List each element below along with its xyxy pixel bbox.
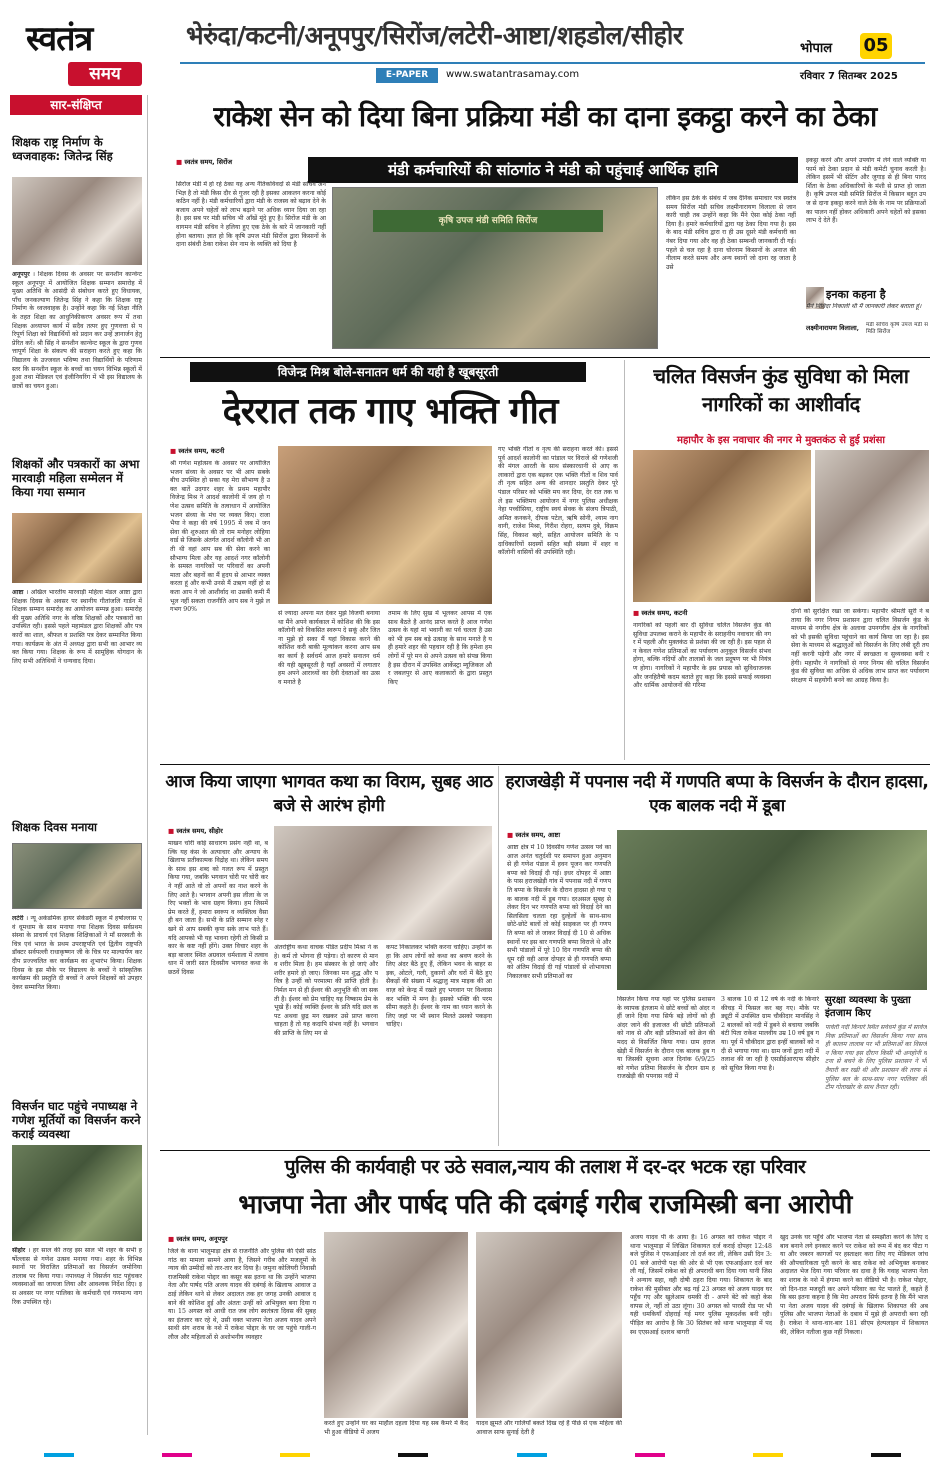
sidebar-item-head: विसर्जन घाट पहुंचे नपाध्यक्ष ने गणेश मूर्तियों का विसर्जन करने कराई व्यवस्था bbox=[12, 1099, 141, 1141]
website-link[interactable]: www.swatantrasamay.com bbox=[446, 69, 580, 80]
page-number: 05 bbox=[860, 33, 892, 59]
story-photo bbox=[332, 187, 658, 349]
story-photo bbox=[274, 826, 492, 940]
registration-strip bbox=[0, 1450, 945, 1460]
story-photo bbox=[633, 450, 811, 602]
story-col3: तमाम के लिए सुख में भूलकर आपस में एक साथ बैठते है आनंद प्राप्त करते है आज गणेश उत्सव के यहां मां भवानी का पर्व चलता है उसको भी हम सब बड़े उत्साह के साथ मनाते है यही हमारे शहर की पहचान रही है कि हमेशा हम लोगों में पूरे मन से अपने उत्सव को संपन्न किया है इस दौरान में उपस्थित आर्केस्ट्रा म्यूजिकल और जबलपुर से आए कलाकारों के द्वारा प्रस्तुत किए bbox=[388, 610, 492, 686]
story-col2: से ज्यादा अपना मत देकर मुझे विजयी बनाया था मैंने अपने कार्यकाल में कोशिश की कि इस कॉलोनी को विकसित स्वरूप दे सकूं और जितना मुझे हो सका मैं यहां विकास करने की कोशिश करी बाकी मूल्यांकन करना आप सबका कार्य है सर्वधर्म आज हमारे सनातन धर्म की यही खूबसूरती है यहाँ अवसरों में लगातार हम अपने आराध्यों का देवी देवताओं का उत्सव मनाते है bbox=[278, 610, 380, 686]
story-col1: सिरोंज मंडी में हो रहे ठेका यह अन्य नैतिकविवदों से मंडी सचिव अनभिज्ञ है तो मंडी किस दौर से गुजर रही है इसका आकलन करना कोई कठिन नहीं है। मंडी कर्मचारियों द्वारा मंडी के राजस्व को बढ़ाव देने के बजाय अपने चहेतों को लाभ बढ़ाने पर अधिक ध्यान दिया जा रहा है। इस सब पर मंडी सचिव भी आँखें मूंदे हुए है। सिरोंज मंडी के आवागमन मंडी सचिव ने हलिया हुए एक ठेके के बारे में जानकारी नहीं होना बताया। ज्ञात हो कि कृषि उपज मंडी सिरोंज द्वारा किसानों के दाना संबंधी ठेका राकेश सेन नाम के व्यक्ति को दिया है bbox=[176, 181, 326, 249]
registration-mark bbox=[753, 1453, 783, 1457]
registration-mark bbox=[517, 1453, 547, 1457]
story-byline: ■ स्वतंत्र समय, अनूपपुर bbox=[168, 1234, 228, 1243]
story-headline: चलित विसर्जन कुंड सुविधा को मिला नागरिकों का आशीर्वाद bbox=[653, 364, 909, 416]
sidebar-item-body: सीहोर । हर साल की तरह इस साल भी शहर के सभी हर्षोल्लास से गणेश उत्सव मनाया गया। शहर के विभिन्न स्थानों पर विराजित प्रतिमाओं का विसर्जन जमोनिया तालाब पर किया गया। नपाध्यक्ष ने विसर्जन घाट पहुंचकर व्यवस्थाओं का जायजा लिया और आवश्यक निर्देश दिए। इस अवसर पर नगर पालिका के कर्मचारी एवं गणमान्य नागरिक उपस्थित रहे। bbox=[12, 1247, 142, 1306]
logo-bottom: समय bbox=[68, 62, 142, 86]
registration-mark bbox=[44, 1453, 74, 1457]
photo-caption: यादव झूमते और गालियाँ बकते दिख रहे हैं पीछे से एक महिला की आवाज साफ सुनाई देती है bbox=[476, 1420, 622, 1436]
story-byline: ■ स्वतंत्र समय, सिरोंज bbox=[176, 157, 232, 166]
sidebar-photo bbox=[12, 1145, 142, 1241]
quote-text: मैंने निविदा निकाली थी मैं जानकारी लेकर बताता हूं। bbox=[806, 303, 922, 310]
story-photo bbox=[815, 450, 929, 602]
story-bhagwat bbox=[160, 766, 496, 1146]
logo[interactable] bbox=[22, 12, 162, 88]
quote-name: लक्ष्मीनारायण विलाला, bbox=[806, 324, 859, 332]
registration-mark bbox=[398, 1453, 428, 1457]
sidebar-item-body: लटेरी । न्यू अकेडमिक हायर सेकेंडरी स्कूल में हर्षोल्लास एवं धूमधाम के साथ मनाया गया शिक्षक दिवस सर्वप्रथम संस्था के प्राचार्य एवं शिक्षक शिक्षिकाओं ने माँ सरस्वती के चित्र एवं भारत के प्रथम उपराष्ट्रपति एवं द्वितीय राष्ट्रपति डॉक्टर सर्वपल्ली राधाकृष्णन जी के चित्र पर माल्यार्पण कर दीप प्रज्ज्वलित कर कार्यक्रम का शुभारंभ किया। शिक्षक दिवस के इस मौके पर विद्यालय के बच्चों ने सांस्कृतिक कार्यक्रम की प्रस्तुति दी बच्चों ने अपने शिक्षकों को उपहार देकर सम्मानित किया। bbox=[12, 915, 142, 991]
story-photo bbox=[324, 1232, 468, 1418]
sidebar bbox=[10, 95, 148, 1435]
logo-top: स्वतंत्र bbox=[26, 19, 93, 59]
epaper-badge: E-PAPER bbox=[376, 68, 438, 83]
divider bbox=[160, 764, 930, 765]
story-headline: देररात तक गाए भक्ति गीत bbox=[222, 391, 558, 432]
story-col2: दोनों को सुरक्षित रखा जा सकेगा। महापौर श्रीमती सूरी ने बताया कि नगर निगम प्रशासन द्वारा चलित विसर्जन कुंड के माध्यम से नगरीय क्षेत्र के अलावा उपनगरीय क्षेत्र के नागरिकों को भी इसकी सुविधा पहुंचाने का कार्य किया जा रहा है। इस सेवा के माध्यम से श्रद्धालुओं को विसर्जन के लिए लंबी दूरी तय नहीं करनी पड़ेगी और नगर में स्वच्छता व सुव्यवस्था बनी रहेगी। महापौर ने नागरिकों से नगर निगम की चलित विसर्जन कुंड की सुविधा का अधिक से अधिक लाभ प्राप्त कर पर्यावरण संरक्षण में सहयोगी बनने का आग्रह किया है। bbox=[791, 608, 929, 684]
side-box-title: सुरक्षा व्यवस्था के पुख्ता इंतजाम किए bbox=[825, 995, 911, 1019]
story-subhead: महापौर के इस नवाचार की नगर मे मुक्तकंठ से हुई प्रशंसा bbox=[676, 435, 885, 446]
registration-mark bbox=[635, 1453, 665, 1457]
divider bbox=[160, 1150, 930, 1151]
story-harajkhedi bbox=[498, 766, 930, 1146]
story-col1: नागरिकों को पहली बार दी सुविधा चलित विसर्जन कुंड की सुविधा उपलब्ध कराने के महापौर के सराहनीय नवाचार की नगर में पहली और मुक्तकंठ से प्रशंसा की जा रही है। इस पहल से न केवल गणेश प्रतिमाओं का पर्यावरण अनुकूल विसर्जन संभव होगा, बल्कि नदियों और तालाबों के जल प्रदूषण पर भी नियंत्रण होगा। नागरिकों ने महापौर के इस प्रयास को सुविधाजनक और जनहितैषी कदम बताते हुए कहा कि इससे सफाई व्यवस्था और धार्मिक आयोजनों की गरिमा bbox=[633, 622, 771, 690]
story-bhajan bbox=[160, 360, 620, 760]
story-kicker: पुलिस की कार्यवाही पर उठे सवाल,न्याय की तलाश में दर-दर भटक रहा परिवार bbox=[284, 1156, 806, 1178]
story-headline: भाजपा नेता और पार्षद पति की दबंगई गरीब राजमिस्त्री बना आरोपी bbox=[238, 1190, 852, 1220]
date-line: रविवार 7 सितम्बर 2025 bbox=[800, 71, 898, 82]
sidebar-item-body: अनूपपुर । शिक्षक दिवस के अवसर पर सनशीन कान्वेन्ट स्कूल अनूपपुर में आयोजित शिक्षक सम्मान समारोह में मुख्य अतिथि के आसंदी से संबोधन करते हुए विधायक, पाँच जनकल्याण जितेन्द्र सिंह ने कहा कि शिक्षक राष्ट्र निर्माण के ध्वजवाहक है। उन्होंने कहा कि नई शिक्षा नीति के तहत शिक्षा का आधुनिकीकरण अवसर रूप में तथा शिक्षक अध्यापन कार्य में सदैव तत्पर हुए गुणवत्ता से परिपूर्ण शिक्षा को विद्यार्थियों को प्रदान कर उन्हें ज्ञानार्जन हेतु प्रेरित करें। श्री सिंह ने सनशीन कान्वेन्ट स्कूल के द्वारा गुणवत्तापूर्ण शिक्षा के संकल्प की सराहना करते हुए कहा कि विद्यालय के उज्जवल भविष्य तथा विद्यार्थियों के परिणाम स्तर कि सनशीन स्कूल के बच्चों का चयन विभिन्न स्कूलों में हुआ तथा मेडिकल एवं इंजीनियरिंग में भी इस विद्यालय के छात्रों का चयन हुआ। bbox=[12, 271, 142, 390]
story-col1: जिले के थाना भालूमाड़ा क्षेत्र से राजनीति और पुलिस की ऐसी सांठगांठ का मामला सामने आया है, जिसने गरीब और मजलूमों के न्याय की उम्मीदों को तार-तार कर दिया है। जमुना कोलियरी निवासी राजमिस्त्री राकेश पोद्दार का कसूर बस इतना था कि उन्होंने भाजपा नेता और पार्षद पति अजय यादव की दबंगई के खिलाफ आवाज उठाई लेकिन थाने से लेकर अदालत तक हर जगह उनकी आवाज दबाने की कोशिश हुई और अंततः उन्हीं को अभियुक्त बना दिया गया। 15 अगस्त को आधी रात जब लोग स्वतंत्रता दिवस की सुबह का इंतजार कर रहे थे, उसी वक्त भाजपा नेता अजय यादव अपने साथी संग शराब के नशे में राकेश पोद्दार के घर जा पहुंचे गाली-गलौज और महिलाओं से अशोभनीय व्यवहार bbox=[168, 1248, 316, 1341]
story-col1: आष्टा क्षेत्र में 10 दिवसीय गणेश उत्सव पर्व का आज अनंत चतुर्दशी पर समापन हुआ अनुमान से ही गणेश पंडाल में हवन पूजन कर गणपति बप्पा को विदाई दी गई। इधर दोपहर में आष्टा के पास हराजखेड़ी गांव में पपनास नदी में गणपति बप्पा के विसर्जन के दौरान हादसा हो गया एक बालक नदी में डूब गया। दरअसल सुबह से लेकर दिन भर गणपति बप्पा को विदाई देने का सिलसिला चलता रहा दुल्हेलों के साथ-साथ छोटे-छोटे बालों तो कोई साइकल पर ही गणपति बप्पा को ले जाकर विदाई दी 10 से अधिक स्थानों पर इस बार गणपति बप्पा विराजे थे और सभी पांडालों में पूरे 10 दिन गणपति बप्पा की धूम रही वही आज दोपहर से ही गणपति बप्पा को अंतिम विदाई दी गई पांडालों से शोभायात्रा निकालकर सभी प्रतिमाओं का bbox=[507, 844, 611, 980]
divider bbox=[160, 357, 930, 358]
story-col3: खुद उनके घर पहुँचे और भाजपा नेता से समझौता करने के लिए दबाव बनाने लगे इनकार करने पर राकेश को रूम में बंद कर पीटा गया और जबरन कागजों पर हस्ताक्षर करा लिए गए मेडिकल जांच की औपचारिकता पूरी करने के बाद राकेश को अभियुक्त बनाकर अदालत भेज दिया गया परिवार का दावा है कि गवाह भाजपा नेता का शराब के नशे में हंगामा करने का वीडियो भी है। राकेश पोद्दार, जो दिन-रात मजदूरी कर अपने परिवार का पेट पालते हैं, कहते हैं कि बस इतना कहना है कि मेरा अपराध सिर्फ इतना है कि मैंने भाजपा नेता अजय यादव की दबंगई के खिलाफ शिकायत की अब पुलिस और भाजपा नेताओं के दबाव में मुझे ही अपराधी बना रही है। राकेश ने थाना-चार-बार 181 सीएम हेल्पलाइन में शिकायत की, लेकिन नतीजा कुछ नहीं निकला। bbox=[780, 1234, 928, 1336]
story-headline: आज किया जाएगा भागवत कथा का विराम, सुबह आठ बजे से आरंभ होगी bbox=[165, 772, 493, 816]
story-kicker: विजेन्द्र मिश्र बोले-सनातन धर्म की यही है खूबसूरती bbox=[190, 362, 586, 382]
story-col2: अजय यादव पी के आया है। 16 अगस्त को राकेश पोद्दार ने थाना भालूमाड़ा में लिखित शिकायत दर्ज कराई दोपहर 12:48 बजे पुलिस ने एफआईआर तो दर्ज कर ली, लेकिन उसी दिन 3:01 बजे आरोपी पक्ष की ओर से भी एक एफआईआर दर्ज कर ली गई, जिसमें राकेश को ही अपराधी बना दिया गया यानी जिसने अन्याय सहा, वही दोषी ठहरा दिया गया। शिकायत के बाद राकेश की मुसीबत और बढ़ गई 23 अगस्त को अजय यादव घर पहुँच गए और खुलेआम धमकी दी - अपने बेटे को कहो केस वापस ले, नहीं तो उठा लूंगा। 30 अगस्त को पारसी रोड पर भी यही धमकियाँ दोहराई गई मगर पुलिस मूकदर्शक बनी रही। पीड़ित का आरोप है कि 30 सितंबर को थाना भालूमाड़ा में पदस्थ एएसआई दशरथ बागरी bbox=[630, 1234, 772, 1336]
sidebar-item-body: आष्टा । अखिल भारतीय मारवाड़ी महिला मंडल आष्टा द्वारा शिक्षक दिवस के अवसर पर स्थानीय गीतांजलि गार्डन में शिक्षक सम्मान समारोह का आयोजन सम्पन्न हुआ। समारोह की मुख्य अतिथि नगर के वरिष्ठ शिक्षकों और पत्रकारों का उपस्थित रही। इससे पहले महामंडल द्वारा शिक्षकों और पत्रकारों का शाल, श्रीफल व प्रशस्ति पत्र देकर सम्मानित किया गया। कार्यक्रम के अंत में अध्यक्ष द्वारा सभी का आभार व्यक्त किया गया। शिक्षक के रूप में सामूहिक योगदान के लिए सभी अतिथियों ने धन्यवाद दिया। bbox=[12, 589, 142, 665]
photo-caption: करते हुए उन्होंने घर का माहौल दहला दिया यह सब कैमरे में कैद भी हुआ वीडियो में अजय bbox=[324, 1420, 468, 1436]
story-byline: ■ स्वतंत्र समय, आष्टा bbox=[507, 830, 560, 839]
story-col2: विसर्जन किया गया यहां पर पुलिस प्रशासन के व्यापक इंतजाम थे छोटे बच्चों को अंदर नहीं जाने दिया गया सिर्फ बड़े लोगों को ही अंदर जाने की इजाजत थी छोटी प्रतिमाओं को नाव से और बड़ी प्रतिमाओं को क्रेन की मदद से विसर्जित किया गया। ग्राम हराजखेड़ी में विसर्जन के दौरान एक बालक डूब गया जिसकी सूचना आज दिनांक 6/9/25 को गणेश प्रतिमा विसर्जन के दौरान ग्राम हराजखेड़ी की पपनास नदी में bbox=[617, 996, 715, 1081]
story-byline: ■ स्वतंत्र समय, सीहोर bbox=[168, 826, 223, 835]
story-mandi bbox=[160, 95, 930, 355]
sidebar-item-head: शिक्षक राष्ट्र निर्माण के ध्वजवाहक: जितेन्द्र सिंह bbox=[12, 135, 113, 163]
story-photo bbox=[476, 1232, 622, 1418]
registration-mark bbox=[162, 1453, 192, 1457]
registration-mark bbox=[280, 1453, 310, 1457]
story-col2: लेकिन इस ठेके के संबंध में जब दैनिक समाचार पत्र स्वतंत्र समय सिरोंज मंडी सचिव लक्ष्मीनारायण विलाला से जानकारी चाही तब उन्होंने कहा कि मैंने ऐसा कोई ठेका नहीं दिया है। हमारे कर्मचारियों द्वारा यह ठेका दिया गया है। इसके बाद मंडी सचिव द्वारा रा ही उस दूसरे मंडी कर्मचारी का नंबर दिया गया और वह ही ठेका सम्बन्धी जानकारी दी गई। पहले से चल रहा है दाना चोरनाम किसानों के अनाज की नीलाम करते समय और अन्य स्थानों जो दाना रह जाता है उसे bbox=[666, 195, 796, 271]
story-col1: श्री गणेश महोत्सव के अवसर पर आयोजित भजन संध्या के अवसर पर भी आप सबके बीच उपस्थित हो सका यह मेरा सौभाग्य है उक्त बातें उदगार शहर के प्रथम महापौर विजेन्द्र मिश्र ने आदर्श कालोनी में जय हो गणेश उत्सव समिति के तत्वाधान में आयोजित भजन संध्या के मंच पर व्यक्त किए। राजा भैया ने कहा की वर्ष 1995 में जब में जनसेवा की शुरुआत की तो राम मनोहर लोहिया वार्ड से जिसके अंतर्गत आदर्श कॉलोनी भी आती थी वहां आप सब की सेवा करने का सौभाग्य मिला और यह आदर्श नगर कॉलोनी के समस्त नागरिकों पर परिवारों का अपनी माता और बहनों का मैं हृदय से आभार व्यक्त करता हूं और कभी उनसे मैं उऋण नहीं हो सकता आप ने जो आशीर्वाद था उसकी कमी मैं भूल नहीं सकता राजनीति आप सब ने मुझे लगभग 90% bbox=[170, 460, 270, 614]
side-box-text: पार्वती नदी किनारे स्थित सर्वधर्म कुंड में सार्वजनिक प्रतिमाओं का विसर्जन किया गया साथ ही कालम तालाब पर भी प्रतिमाओं का विसर्जन किया गया इस दौरान किसी भी अनहोनी घटना से बचने के लिए पुलिस प्रशासन ने भी तैयारी कर रखी थी और प्रशासन की तरफ से पुलिस बल के साथ-साथ नगर पालिका की टीम गोताखोर के साथ तैनात रही। bbox=[825, 1024, 927, 1092]
story-byline: ■ स्वतंत्र समय, कटनी bbox=[170, 446, 224, 455]
story-col4: गए भक्ति गीतों व नृत्य की सराहना करते की। इससे पूर्व आदर्श कालोनी का पांडाल पर विराजे श्री गणेशजी की मंगल आरती के साथ संस्कारधानी से आए कलाकारों द्वारा एक बढ़कर एक भक्ति गीतों व शिव पार्वती नृत्य सहित अन्य की शानदार प्रस्तुति देकर पूरे पंडाल परिसर को भक्ति मय कर दिया, देर रात तक चले इस भक्तिमय आयोजन में नगर पुलिस अधीक्षक नेहा पच्चीसिया, राष्ट्रीय स्वयं सेवक के संजय त्रिपाठी, अमित कनकने, दीपक पटेल, ऋषि सोनी, श्याम नागवानी, राजेश मिश्रा, गिरीश रोहरा, सत्यम दुबे, विक्रम सिंह, विकाश बहरे, सहित आयोजन समिति के पदाधिकारियों सदस्यों सहित बड़ी संख्या में शहर व कॉलोनी वासियों की उपस्थिति रही। bbox=[498, 446, 618, 557]
story-byline: ■ स्वतंत्र समय, कटनी bbox=[633, 608, 687, 617]
masthead bbox=[0, 0, 945, 88]
sidebar-photo bbox=[12, 177, 142, 265]
story-visarjan-kund bbox=[624, 360, 930, 760]
story-photo bbox=[617, 830, 927, 990]
story-photo bbox=[278, 446, 492, 604]
masthead-rule bbox=[180, 62, 925, 64]
registration-mark bbox=[871, 1453, 901, 1457]
quote-role: मंडी सचिव कृषि उपज मंडी समिति सिरोंज bbox=[866, 322, 928, 335]
sign-board: कृषि उपज मंडी समिति सिरोंज bbox=[373, 210, 603, 232]
story-col3: 3 बालक 10 से 12 वर्ष के नदी के किनारे कीचड़ में फिसल कर बह गए। मौके पर ड्यूटी में उपस्थित ग्राम चौकीदार मानसिंह ने 2 बालकों को नदी में डूबने से बचाया जबकि बंटी पिता राकेश मालवीय उम्र 10 वर्ष डूब गया। पूर्व में चौकीदार द्वारा इन्हीं बालकों को नदी से भगाया गया था। ग्राम जनों द्वारा नदी में तलाश की जा रही है एसडीईआरएफ सीहोर को सूचित किया गया है। bbox=[721, 996, 819, 1072]
story-col3: इकट्ठा करने और अपने उपयोग में लेने वाले व्यक्ति या फार्म को ठेका प्रदान से मंडी कमेटी चुनाव करती है। लेकिन इसमें भी सेटिंग और जुगाड़ से ही बिना पारदर्शिता के ठेका अधिकारियों के मंशी से प्राप्त हो जाता है। कृषि उपज मंडी समिति सिरोंज में किसान बहुत उपज से दाना इकट्ठा करने वाले ठेके के नाम पर प्रक्रियाओं का पालन नहीं होकर अधिकारी अपने चहेतों को इसका लाभ दे देते हैं। bbox=[806, 157, 926, 225]
story-col2: अंतर्राष्ट्रीय कथा वाचक पंडित प्रदीप मिश्रा ने कहे। कर्म तो भोगना ही पड़ेगा। दो कारण से मानव शरीर मिला है। हम संस्कार के हो जाएं और शरीर हमारे हो जाए। जिनका मन शुद्ध और पवित्र है उन्हीं को परमात्मा की प्राप्ति होती है। निर्मल मन से ही ईश्वर की अनुभूति की जा सकती है। ईश्वर को प्रेम चाहिए यह निष्काम प्रेम के भूखे हैं। कोई व्यक्ति ईश्वर के प्रति यदि छल कपट अथवा छुद्र मन रखकर उसे प्राप्त करना चाहता है तो यह कदापि संभव नहीं है। भगवान की प्राप्ति के लिए मन से bbox=[274, 944, 378, 1037]
story-col1: माखन चोरी कोई साधारण प्रसंग नहीं था, बल्कि यह कंस के अत्याचार और अन्याय के खिलाफ प्रतीकात्मक विद्रोह था। लेकिन समय के साथ इस शब्द को गलत रूप में प्रस्तुत किया गया, जबकि भगवान चोरी पर चोरी करने नहीं आते वो तो अपनों का नाश करने के लिए आते है। भगवान अपनी इस लीला के जरिए भक्तों के भाव ग्रहण किया। हम जिसमें प्रेम करते हैं, हमारा स्वरूप व व्यक्तित्व वैसा ही बन जाता है। सभी के प्रति सम्मान स्नेह रखने से आप सबकी कृपा सके लाभ पाते हैं। यदि आपको भी यह भावना रहेगी तो किसी प्रकार के कष्ट नहीं होंगे। उक्त विचार शहर के बड़ा बाजार स्थित अग्रवाल धर्मशाला में तत्वावधान में जारी सात दिवसीय भागवत कथा के छठवें दिवस bbox=[168, 840, 268, 976]
sidebar-photo bbox=[12, 843, 142, 909]
sidebar-item-head: शिक्षकों और पत्रकारों का अभा मारवाड़ी महिला सम्मेलन में किया गया सम्मान bbox=[12, 457, 140, 499]
city-label: भोपाल bbox=[800, 41, 833, 56]
story-headline: राकेश सेन को दिया बिना प्रक्रिया मंडी का दाना इकट्ठा करने का ठेका bbox=[213, 100, 877, 133]
story-headline: हराजखेड़ी में पपनास नदी में गणपति बप्पा के विसर्जन के दौरान हादसा, एक बालक नदी में डूबा bbox=[505, 772, 929, 816]
sidebar-item-head: शिक्षक दिवस मनाया bbox=[12, 820, 98, 834]
sidebar-title: सार-संक्षिप्त bbox=[10, 95, 142, 115]
story-bjp-leader bbox=[160, 1152, 930, 1436]
story-col3: कपट निकालकर भक्ति करना चाहिए। उन्होंने कहा कि आप लोगों को कथा का श्रवण करने के लिए अंदर बैठे हुए हैं, लेकिन भवन के बाहर सड़क, ओटले, गली, दुकानों और घरों में बैठे हुए सैकड़ों की संख्या में श्रद्धालु मात्र माइक की आवाज़ को केन्द्र में रखते हुए भगवान पर विश्वास कर भक्ति में मग्न है। इसको भक्ति की परम सीमा कहते है। ईश्वर के नाम का ध्यान करने के लिए जहां पर भी स्थान मिलते उसको पकड़ना चाहिए। bbox=[386, 944, 492, 1029]
story-subhead: मंडी कर्मचारियों की सांठगांठ ने मंडी को पहुंचाई आर्थिक हानि bbox=[308, 157, 798, 183]
sidebar-photo bbox=[12, 513, 142, 583]
editions-line: भेरुंदा/कटनी/अनूपपुर/सिरोंज/लटेरी-आष्टा/शहडोल/सीहोर bbox=[186, 21, 683, 50]
quote-title: इनका कहना है bbox=[826, 288, 886, 301]
